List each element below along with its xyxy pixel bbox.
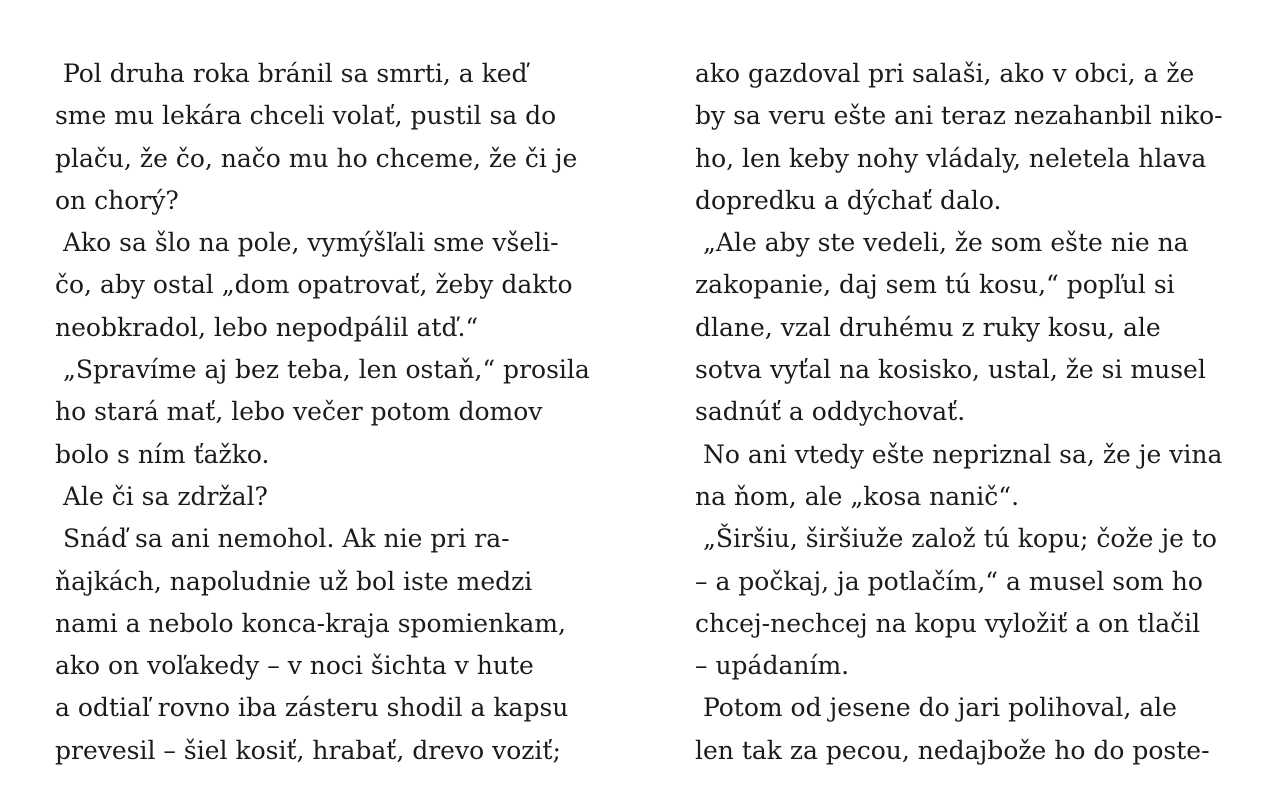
text-line: zakopanie, daj sem tú kosu,“ popľul si: [695, 270, 1175, 300]
text-line: ňajkách, napoludnie už bol iste medzi: [55, 566, 533, 596]
text-line: sme mu lekára chceli volať, pustil sa do: [55, 101, 557, 131]
text-line: dlane, vzal druhému z ruky kosu, ale: [695, 312, 1161, 342]
text-line: „Širšiu, širšiuže založ tú kopu; čože je to: [695, 524, 1217, 554]
text-line: bolo s ním ťažko.: [55, 439, 270, 469]
text-line: na ňom, ale „kosa nanič“.: [695, 481, 1020, 511]
text-line: len tak za pecou, nedajbože ho do poste-: [695, 735, 1210, 765]
text-line: No ani vtedy ešte nepriznal sa, že je vina: [695, 439, 1223, 469]
text-line: Ale či sa zdržal?: [55, 481, 268, 511]
text-line: a odtiaľ rovno iba zásteru shodil a kapsu: [55, 693, 569, 723]
text-line: Pol druha roka bránil sa smrti, a keď: [55, 59, 528, 88]
text-line: chcej-nechcej na kopu vyložiť a on tlačil: [695, 608, 1201, 638]
text-line: ho stará mať, lebo večer potom domov: [55, 397, 543, 427]
right-text-column: [695, 53, 1235, 772]
text-line: ho, len keby nohy vládaly, neletela hlava: [695, 143, 1207, 173]
text-line: – a počkaj, ja potlačím,“ a musel som ho: [695, 566, 1203, 596]
text-line: ako gazdoval pri salaši, ako v obci, a že: [695, 59, 1195, 88]
text-line: Ako sa šlo na pole, vymýšľali sme všeli-: [55, 228, 559, 258]
text-line: čo, aby ostal „dom opatrovať, žeby dakto: [55, 270, 573, 300]
text-line: prevesil – šiel kosiť, hrabať, drevo voziť;: [55, 735, 561, 765]
text-line: Snáď sa ani nemohol. Ak nie pri ra-: [55, 524, 510, 554]
text-line: nami a nebolo konca-kraja spomienkam,: [55, 608, 566, 638]
text-line: plaču, že čo, načo mu ho chceme, že či je: [55, 143, 578, 173]
text-line: Potom od jesene do jari polihoval, ale: [695, 693, 1177, 723]
text-line: sotva vyťal na kosisko, ustal, že si musel: [695, 355, 1206, 385]
text-line: – upádaním.: [695, 651, 850, 681]
left-text-column: [55, 53, 595, 772]
text-line: sadnúť a oddychovať.: [695, 397, 966, 427]
text-line: „Spravíme aj bez teba, len ostaň,“ prosila: [55, 355, 590, 385]
text-line: dopredku a dýchať dalo.: [695, 185, 1002, 215]
text-line: ako on voľakedy – v noci šichta v hute: [55, 651, 534, 681]
text-line: „Ale aby ste vedeli, že som ešte nie na: [695, 228, 1189, 258]
text-line: neobkradol, lebo nepodpálil atď.“: [55, 312, 479, 342]
text-line: on chorý?: [55, 185, 179, 215]
text-line: by sa veru ešte ani teraz nezahanbil niko-: [695, 101, 1223, 131]
